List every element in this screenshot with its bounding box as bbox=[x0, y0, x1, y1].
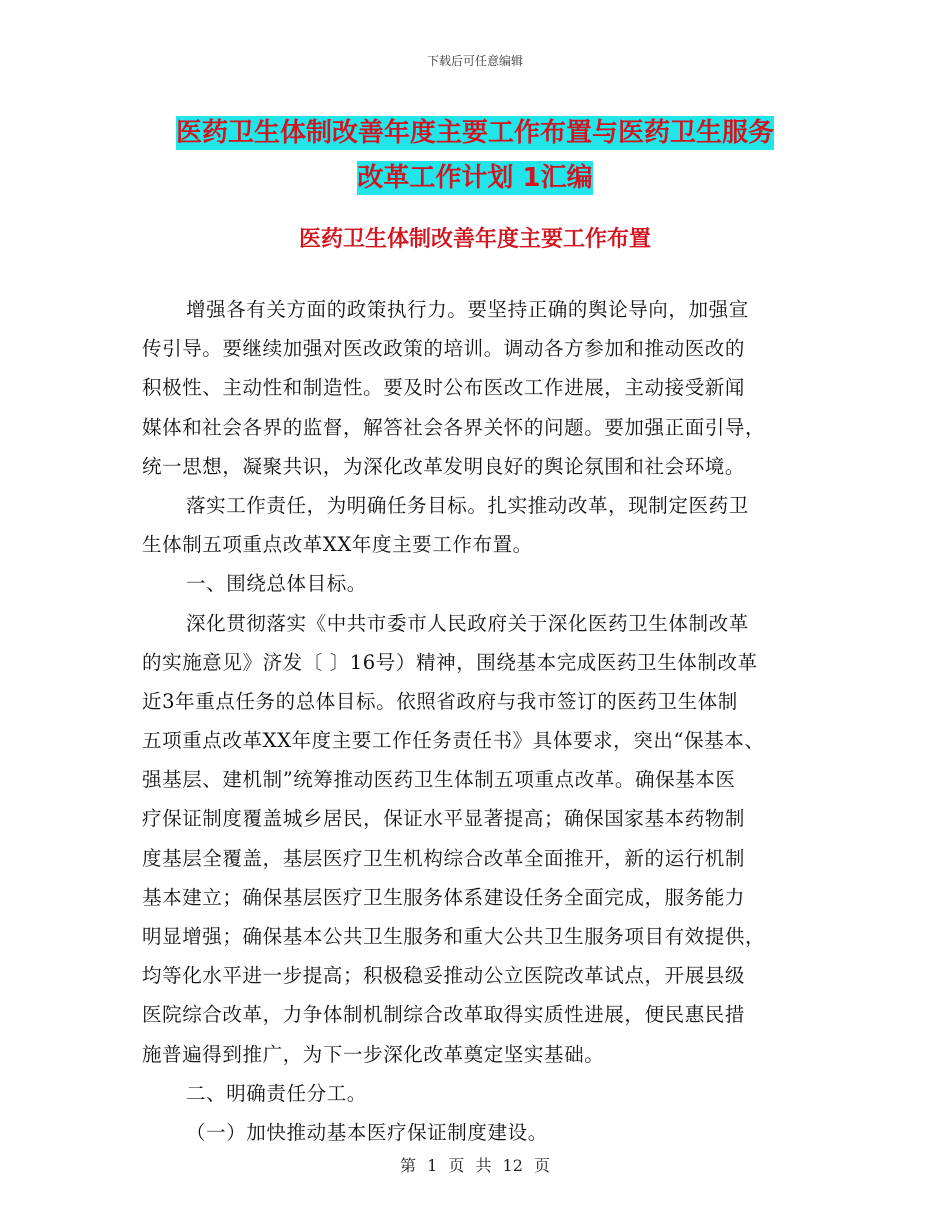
text-line: 落实工作责任，为明确任务目标。扎实推动改革，现制定医药卫 bbox=[186, 493, 749, 517]
header-note: 下载后可任意编辑 bbox=[426, 54, 523, 68]
text-line: 度基层全覆盖，基层医疗卫生机构综合改革全面推开，新的运行机制 bbox=[142, 846, 746, 870]
text-line: 传引导。要继续加强对医改政策的培训。调动各方参加和推动医改的 bbox=[142, 337, 746, 361]
document-title-line-1 bbox=[0, 112, 950, 149]
text-line: 疗保证制度覆盖城乡居民，保证水平显著提高；确保国家基本药物制 bbox=[142, 807, 746, 831]
text-line: 近3年重点任务的总体目标。依照省政府与我市签订的医药卫生体制 bbox=[142, 689, 738, 713]
text-line: 施普遍得到推广，为下一步深化改革奠定坚实基础。 bbox=[142, 1042, 605, 1066]
text-line: 强基层、建机制”统筹推动医药卫生体制五项重点改革。确保基本医 bbox=[142, 768, 736, 792]
text-line: 基本建立；确保基层医疗卫生服务体系建设任务全面完成，服务能力 bbox=[142, 885, 746, 909]
text-line: 一、围绕总体目标。 bbox=[186, 572, 367, 596]
text-line: 深化贯彻落实《中共市委市人民政府关于深化医药卫生体制改革 bbox=[186, 611, 749, 635]
document-title-line-2 bbox=[0, 157, 950, 194]
text-line: 明显增强；确保基本公共卫生服务和重大公共卫生服务项目有效提供， bbox=[142, 925, 766, 948]
text-line: 均等化水平进一步提高；积极稳妥推动公立医院改革试点，开展县级 bbox=[142, 964, 746, 988]
text-line: 媒体和社会各界的监督，解答社会各界关怀的问题。要加强正面引导， bbox=[142, 415, 766, 439]
document-title-line-2-text: 改革工作计划 1汇编 bbox=[357, 163, 593, 193]
text-line: 的实施意见》济发〔 〕16号）精神，围绕基本完成医药卫生体制改革 bbox=[142, 650, 758, 674]
page-footer: 第 1 页 共 12 页 bbox=[400, 1156, 550, 1175]
text-line: 五项重点改革XX年度主要工作任务责任书》具体要求，突出“保基本、 bbox=[142, 729, 765, 753]
text-line: 二、明确责任分工。 bbox=[186, 1081, 367, 1105]
text-line: 生体制五项重点改革XX年度主要工作布置。 bbox=[142, 533, 533, 557]
text-line: 统一思想，凝聚共识，为深化改革发明良好的舆论氛围和社会环境。 bbox=[142, 454, 746, 478]
text-line: （一）加快推动基本医疗保证制度建设。 bbox=[186, 1120, 548, 1144]
body-text bbox=[142, 290, 812, 1152]
document-title-line-1-text: 医药卫生体制改善年度主要工作布置与医药卫生服务 bbox=[175, 118, 774, 148]
text-line: 积极性、主动性和制造性。要及时公布医改工作进展，主动接受新闻 bbox=[142, 376, 746, 400]
text-line: 医院综合改革，力争体制机制综合改革取得实质性进展，便民惠民措 bbox=[142, 1003, 746, 1027]
text-line: 增强各有关方面的政策执行力。要坚持正确的舆论导向，加强宣 bbox=[186, 298, 749, 321]
section-title: 医药卫生体制改善年度主要工作布置 bbox=[298, 227, 651, 252]
